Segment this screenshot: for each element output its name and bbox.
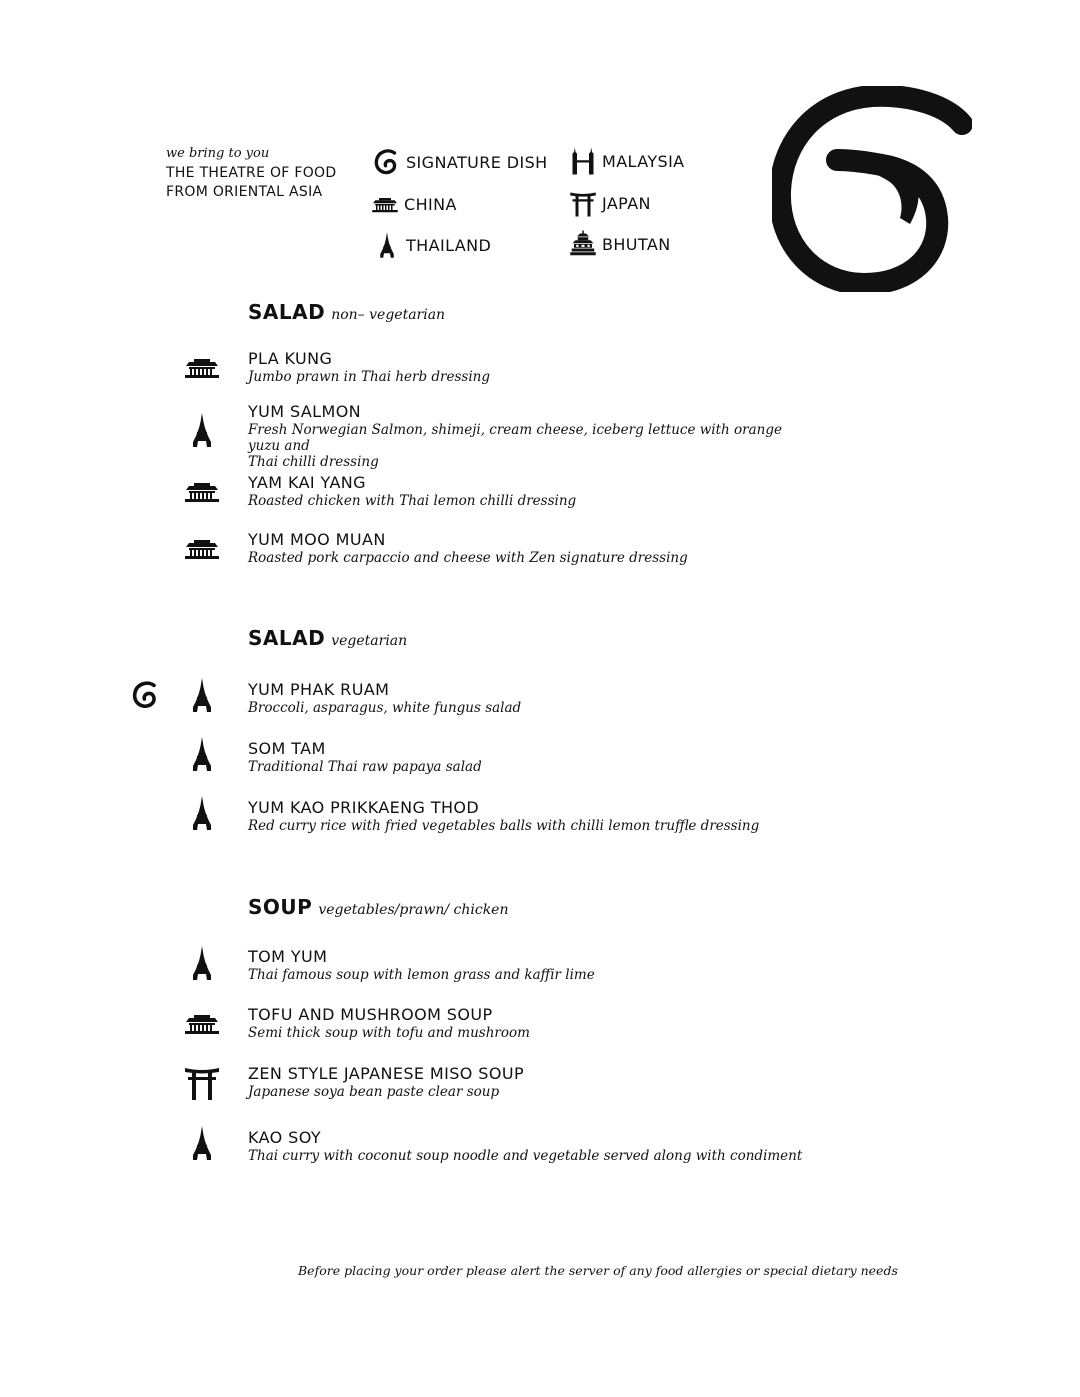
legend-bhutan-label: BHUTAN — [602, 234, 671, 254]
section-subtitle: vegetables/prawn/ chicken — [318, 902, 509, 918]
legend-malaysia-label: MALAYSIA — [602, 151, 685, 171]
menu-item — [248, 739, 808, 775]
menu-item — [248, 947, 808, 983]
section-heading: SALAD — [248, 300, 326, 324]
section-heading: SOUP — [248, 895, 313, 919]
legend-signature — [372, 145, 548, 179]
brush-swirl-logo — [772, 86, 972, 292]
thailand-icon — [182, 1123, 222, 1163]
item-name: TOFU AND MUSHROOM SOUP — [248, 1005, 493, 1024]
thailand-icon — [182, 675, 222, 715]
item-description: Semi thick soup with tofu and mushroom — [248, 1025, 530, 1041]
item-description: Red curry rice with fried vegetables balls with chilli lemon truffle dressing — [248, 818, 760, 834]
section-heading: SALAD — [248, 626, 326, 650]
menu-item — [248, 680, 808, 716]
item-description: Broccoli, asparagus, white fungus salad — [248, 700, 522, 716]
menu-item — [248, 402, 808, 470]
thailand-icon — [372, 230, 402, 260]
menu-item — [248, 1128, 808, 1164]
allergy-notice: Before placing your order please alert the server of any food allergies or special dietary needs — [298, 1263, 898, 1278]
menu-item — [248, 473, 808, 509]
legend-bhutan — [568, 227, 671, 261]
bhutan-temple-icon — [568, 229, 598, 259]
section-subtitle: vegetarian — [331, 633, 408, 649]
section-subtitle: non– vegetarian — [331, 307, 446, 323]
menu-item — [248, 530, 808, 566]
item-name: YUM SALMON — [248, 402, 362, 421]
item-name: PLA KUNG — [248, 349, 333, 368]
legend-thailand — [372, 228, 491, 262]
china-icon — [370, 189, 400, 219]
tagline-line-1: THE THEATRE OF FOOD — [166, 165, 337, 181]
legend-japan-label: JAPAN — [602, 193, 651, 213]
japan-icon — [182, 1062, 222, 1102]
item-name: YUM MOO MUAN — [248, 530, 386, 549]
tagline — [166, 146, 366, 202]
signature-swirl-icon — [372, 147, 402, 177]
tagline-small: we bring to you — [166, 146, 270, 161]
legend-china-label: CHINA — [404, 194, 457, 214]
thailand-icon — [182, 943, 222, 983]
menu-item — [248, 1064, 808, 1100]
menu-item — [248, 349, 808, 385]
item-description-line-2: Thai chilli dressing — [248, 454, 379, 470]
item-name: TOM YUM — [248, 947, 328, 966]
section-title-salad-nonveg — [248, 300, 445, 324]
section-title-soup — [248, 895, 508, 919]
signature-swirl-icon — [130, 679, 162, 711]
menu-item — [248, 1005, 808, 1041]
china-icon — [182, 347, 222, 387]
china-icon — [182, 471, 222, 511]
item-name: SOM TAM — [248, 739, 326, 758]
thailand-icon — [182, 410, 222, 450]
thailand-icon — [182, 793, 222, 833]
item-description: Thai famous soup with lemon grass and kaffir lime — [248, 967, 595, 983]
item-description: Japanese soya bean paste clear soup — [248, 1084, 500, 1100]
item-description: Roasted pork carpaccio and cheese with Zen signature dressing — [248, 550, 688, 566]
item-name: ZEN STYLE JAPANESE MISO SOUP — [248, 1064, 524, 1083]
legend-thailand-label: THAILAND — [406, 235, 492, 255]
item-name: YAM KAI YANG — [248, 473, 366, 492]
item-description: Fresh Norwegian Salmon, shimeji, cream cheese, iceberg lettuce with orange yuzu and — [248, 422, 782, 454]
item-name: YUM PHAK RUAM — [248, 680, 390, 699]
legend-japan — [568, 186, 651, 220]
item-description: Thai curry with coconut soup noodle and vegetable served along with condiment — [248, 1148, 803, 1164]
china-icon — [182, 1003, 222, 1043]
tagline-line-2: FROM ORIENTAL ASIA — [166, 184, 323, 200]
item-name: YUM KAO PRIKKAENG THOD — [248, 798, 480, 817]
item-description: Jumbo prawn in Thai herb dressing — [248, 369, 490, 385]
legend-china — [370, 187, 457, 221]
japan-torii-icon — [568, 188, 598, 218]
malaysia-towers-icon — [568, 146, 598, 176]
item-description: Roasted chicken with Thai lemon chilli dressing — [248, 493, 577, 509]
legend-malaysia — [568, 144, 685, 178]
china-icon — [182, 528, 222, 568]
section-title-salad-veg — [248, 626, 407, 650]
item-description: Traditional Thai raw papaya salad — [248, 759, 482, 775]
thailand-icon — [182, 734, 222, 774]
menu-item — [248, 798, 808, 834]
item-name: KAO SOY — [248, 1128, 322, 1147]
legend-signature-label: SIGNATURE DISH — [406, 152, 548, 172]
